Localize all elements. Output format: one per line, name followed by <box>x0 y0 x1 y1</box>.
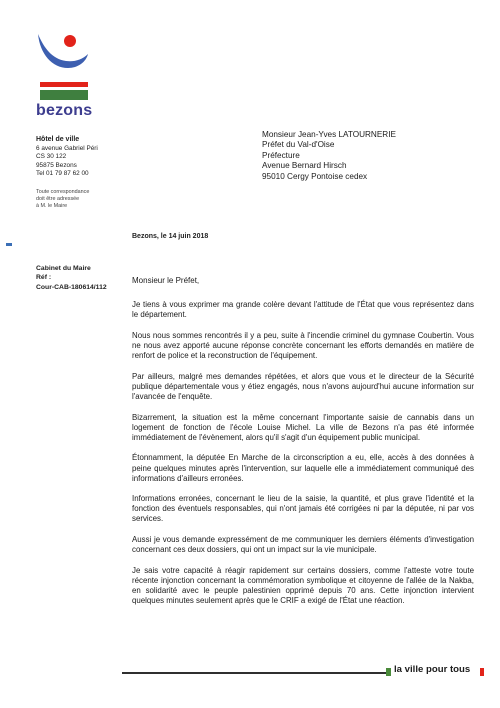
sender-line: 95875 Bezons <box>36 161 77 169</box>
recipient-address <box>262 130 396 182</box>
body-paragraph: Informations erronées, concernant le lieu de la saisie, la quantité, et plus grave l'identité et la fonction des éventuels responsables, qui n'ont jamais été corrigées ni par la députée, ni par vos services. <box>132 494 474 524</box>
recipient-line: Avenue Bernard Hirsch <box>262 161 347 171</box>
letter-body <box>132 300 474 617</box>
recipient-line: Préfecture <box>262 150 300 160</box>
note-line: à M. le Maire <box>36 202 68 209</box>
fold-mark <box>6 243 12 246</box>
logo-wordmark: bezons <box>36 102 93 119</box>
note-line: Toute correspondance <box>36 188 90 195</box>
body-paragraph: Nous nous sommes rencontrés il y a peu, suite à l'incendie criminel du gymnase Coubertin. Vous ne nous avez apporté aucune réponse concrète concernant les efforts demandés en matière de renfort de police et la reconstruction de l'équipement. <box>132 330 474 360</box>
bezons-logo <box>34 24 93 119</box>
body-paragraph: Bizarrement, la situation est la même concernant l'importante saisie de cannabis dans un logement de fonction de l'école Louise Michel. La ville de Bezons n'a pas été informée immédiatement de l'évènement, alors qu'il s'agit d'un équipement public municipal. <box>132 412 474 442</box>
letter-date: Bezons, le 14 juin 2018 <box>132 233 209 240</box>
body-paragraph: Étonnamment, la députée En Marche de la circonscription a eu, elle, accès à des données à peine quelques minutes après l'intervention, sur laquelle elle a immédiatement communiqué des informations d'ailleurs erronées. <box>132 453 474 483</box>
note-line: doit être adressée <box>36 195 80 202</box>
logo-swoosh-icon <box>34 24 90 82</box>
body-paragraph: Je tiens à vous exprimer ma grande colère devant l'attitude de l'État que vous représentez dans le département. <box>132 300 474 320</box>
sender-name: Hôtel de ville <box>36 136 80 143</box>
salutation: Monsieur le Préfet, <box>132 276 200 285</box>
recipient-line: Préfet du Val-d'Oise <box>262 140 335 150</box>
footer-red-mark <box>480 668 484 676</box>
logo-red-bar <box>40 82 88 87</box>
reference-label: Réf : <box>36 274 52 282</box>
recipient-line: Monsieur Jean-Yves LATOURNERIE <box>262 130 396 139</box>
cabinet-block <box>36 264 107 292</box>
body-paragraph: Par ailleurs, malgré mes demandes répétées, et alors que vous et le directeur de la Sécurité publique départementale vous y étiez engagés, nous n'avons aujourd'hui aucune information sur l'avancée de l'enquête. <box>132 371 474 401</box>
sender-address <box>36 136 98 210</box>
reference-value: Cour-CAB-180614/112 <box>36 283 107 291</box>
sender-phone: Tel 01 79 87 62 00 <box>36 170 89 178</box>
body-paragraph: Aussi je vous demande expressément de me communiquer les derniers éléments d'investigation concernant ces deux dossiers, qui ont un impact sur la vie municipale. <box>132 535 474 555</box>
sender-line: CS 30 122 <box>36 153 67 161</box>
footer-green-mark <box>386 668 391 676</box>
footer-rule <box>122 672 390 674</box>
recipient-line: 95010 Cergy Pontoise cedex <box>262 171 368 181</box>
body-paragraph: Je sais votre capacité à réagir rapidement sur certains dossiers, comme l'atteste votre toute récente injonction concernant la commémoration symbolique et citoyenne de l'allée de la Nakba, en solidarité avec le peuple palestinien opprimé depuis 70 ans. Cette injonction intervient quelques minutes seulement après que le CRIF a exigé de l'État une réaction. <box>132 565 474 606</box>
correspondence-note <box>36 189 98 210</box>
footer-tagline: la ville pour tous <box>394 664 471 675</box>
logo-green-bar <box>40 90 88 100</box>
sender-line: 6 avenue Gabriel Péri <box>36 144 98 152</box>
cabinet-title: Cabinet du Maire <box>36 265 91 272</box>
